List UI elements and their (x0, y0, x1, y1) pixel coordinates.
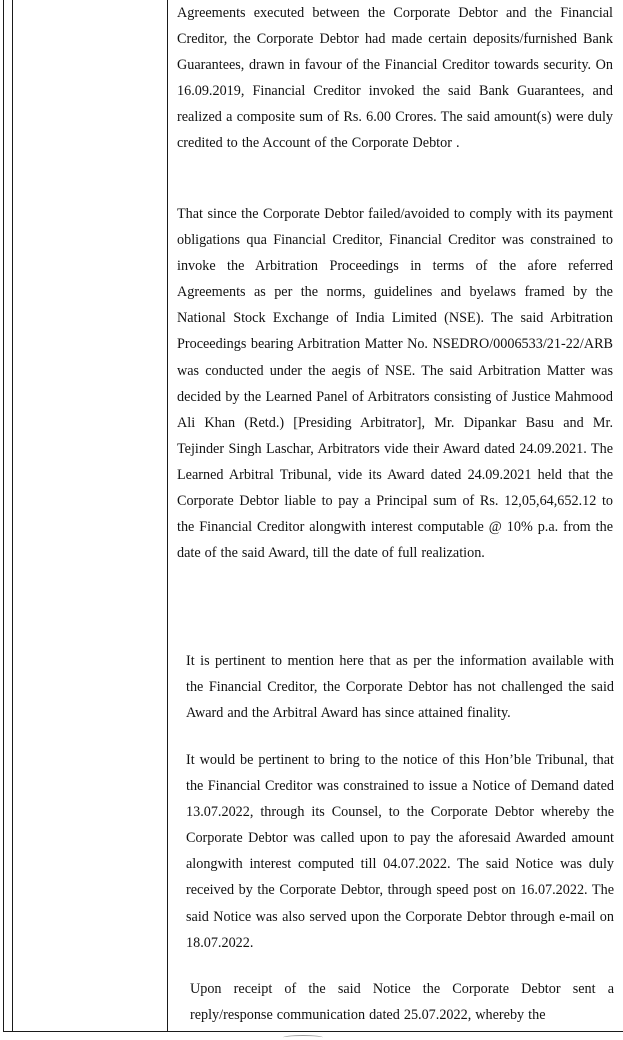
paragraph-award-finality: It is pertinent to mention here that as per the information available with the Financial Creditor, the Corporate Debtor has not challenged the said Award and the Arbitral Award has since attained finality. (186, 653, 614, 722)
paragraph-demand-notice: It would be pertinent to bring to the notice of this Hon’ble Tribunal, that the Financial Creditor was constrained to issue a Notice of Demand dated 13.07.2022, through its Counsel, to the Corporate Debtor whereby the Corporate Debtor was called upon to pay the aforesaid Awarded amount alongwith interest computed till 04.07.2022. The said Notice was duly received by the Corporate Debtor, through speed post on 16.07.2022. The said Notice was also served upon the Corporate Debtor through e-mail on 18.07.2022. (186, 752, 614, 951)
table-border-inner (12, 0, 13, 1032)
table-border-bottom (3, 1031, 623, 1032)
paragraph-bank-guarantees: Agreements executed between the Corporate Debtor and the Financial Creditor, the Corporate Debtor had made certain deposits/furnished Bank Guarantees, drawn in favour of the Financial Creditor towards security. On 16.09.2019, Financial Creditor invoked the said Bank Guarantees, and realized a composite sum of Rs. 6.00 Crores. The said amount(s) were duly credited to the Account of the Corporate Debtor . (177, 5, 613, 152)
paragraph-arbitration-award: That since the Corporate Debtor failed/avoided to comply with its payment obligations qua Financial Creditor, Financial Creditor was constrained to invoke the Arbitration Proceedings in terms of the afore referred Agreements as per the norms, guidelines and byelaws framed by the National Stock Exchange of India Limited (NSE). The said Arbitration Proceedings bearing Arbitration Matter No. NSEDRO/0006533/21-22/ARB was conducted under the aegis of NSE. The said Arbitration Matter was decided by the Learned Panel of Arbitrators consisting of Justice Mahmood Ali Khan (Retd.) [Presiding Arbitrator], Mr. Dipankar Basu and Mr. Tejinder Singh Laschar, Arbitrators vide their Award dated 24.09.2021. The Learned Arbitral Tribunal, vide its Award dated 24.09.2021 held that the Corporate Debtor liable to pay a Principal sum of Rs. 12,05,64,652.12 to the Financial Creditor alongwith interest computable @ 10% p.a. from the date of the said Award, till the date of full realization. (177, 206, 613, 562)
scan-artifact (283, 1035, 323, 1040)
table-border-left (3, 0, 4, 1032)
paragraph-reply-communication: Upon receipt of the said Notice the Corporate Debtor sent a reply/response communication dated 25.07.2022, whereby the (190, 981, 614, 1024)
table-column-divider (167, 0, 168, 1032)
